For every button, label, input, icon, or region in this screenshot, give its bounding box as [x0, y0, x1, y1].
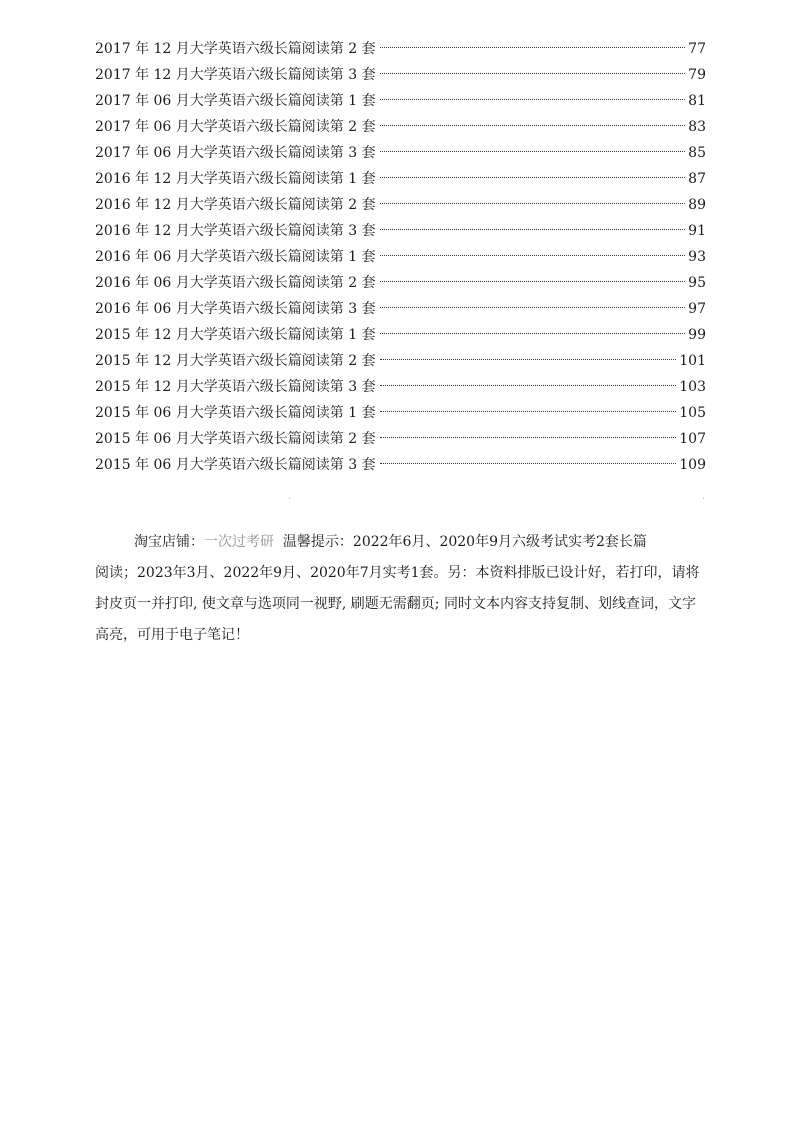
- toc-dot-leader: [380, 333, 686, 334]
- toc-entry-title: 2017 年 06 月大学英语六级长篇阅读第 3 套: [95, 145, 376, 161]
- toc-entry-title: 2015 年 06 月大学英语六级长篇阅读第 3 套: [95, 457, 376, 473]
- shop-label: 淘宝店铺：: [134, 534, 204, 550]
- toc-entry[interactable]: [95, 270, 706, 296]
- toc-dot-leader: [380, 463, 677, 464]
- toc-entry[interactable]: [95, 244, 706, 270]
- toc-dot-leader: [380, 151, 686, 152]
- toc-entry-page-number: 85: [688, 145, 706, 161]
- toc-entry[interactable]: [95, 192, 706, 218]
- toc-entry-title: 2017 年 12 月大学英语六级长篇阅读第 3 套: [95, 67, 376, 83]
- toc-entry-title: 2017 年 12 月大学英语六级长篇阅读第 2 套: [95, 41, 376, 57]
- toc-dot-leader: [380, 47, 686, 48]
- toc-dot-leader: [380, 177, 686, 178]
- toc-entry-title: 2017 年 06 月大学英语六级长篇阅读第 2 套: [95, 119, 376, 135]
- toc-dot-leader: [380, 229, 686, 230]
- toc-entry[interactable]: [95, 140, 706, 166]
- toc-dot-leader: [380, 125, 686, 126]
- toc-entry-title: 2015 年 06 月大学英语六级长篇阅读第 1 套: [95, 405, 376, 421]
- toc-entry-page-number: 109: [679, 457, 706, 473]
- toc-entry-title: 2016 年 06 月大学英语六级长篇阅读第 3 套: [95, 301, 376, 317]
- toc-entry-title: 2016 年 12 月大学英语六级长篇阅读第 1 套: [95, 171, 376, 187]
- toc-entry-page-number: 93: [688, 249, 706, 265]
- toc-entry-page-number: 77: [688, 41, 706, 57]
- toc-entry-title: 2016 年 06 月大学英语六级长篇阅读第 2 套: [95, 275, 376, 291]
- toc-entry-title: 2016 年 12 月大学英语六级长篇阅读第 2 套: [95, 197, 376, 213]
- toc-dot-leader: [380, 99, 686, 100]
- toc-entry-page-number: 81: [688, 93, 706, 109]
- toc-entry-title: 2016 年 12 月大学英语六级长篇阅读第 3 套: [95, 223, 376, 239]
- toc-dot-leader: [380, 73, 686, 74]
- toc-entry-page-number: 107: [679, 431, 706, 447]
- notice-continued-text: 阅读；2023年3月、2022年9月、2020年7月实考1套。另：本资料排版已设计好，若打印，请将封皮页一并打印, 使文章与选项同一视野, 刷题无需翻页; 同时文本内容支持复制、划线查词，文字高亮，可用于电子笔记！: [95, 565, 700, 643]
- toc-dot-leader: [380, 307, 686, 308]
- toc-entry[interactable]: [95, 62, 706, 88]
- toc-entry-page-number: 83: [688, 119, 706, 135]
- notice-paragraph: [95, 527, 706, 651]
- toc-entry-page-number: 103: [679, 379, 706, 395]
- toc-entry-title: 2015 年 12 月大学英语六级长篇阅读第 2 套: [95, 353, 376, 369]
- toc-entry-page-number: 95: [688, 275, 706, 291]
- toc-entry[interactable]: [95, 322, 706, 348]
- toc-entry-page-number: 79: [688, 67, 706, 83]
- toc-entry[interactable]: [95, 348, 706, 374]
- toc-entry-title: 2015 年 12 月大学英语六级长篇阅读第 1 套: [95, 327, 376, 343]
- toc-entry[interactable]: [95, 218, 706, 244]
- shop-name: 一次过考研: [204, 534, 274, 550]
- toc-entry-page-number: 91: [688, 223, 706, 239]
- toc-entry-page-number: 99: [688, 327, 706, 343]
- toc-entry[interactable]: [95, 296, 706, 322]
- toc-entry[interactable]: [95, 374, 706, 400]
- toc-entry-title: 2015 年 12 月大学英语六级长篇阅读第 3 套: [95, 379, 376, 395]
- notice-line-1: 温馨提示：2022年6月、2020年9月六级考试实考2套长篇: [282, 534, 647, 550]
- toc-entry-title: 2017 年 06 月大学英语六级长篇阅读第 1 套: [95, 93, 376, 109]
- toc-entry[interactable]: [95, 166, 706, 192]
- toc-entry-page-number: 105: [679, 405, 706, 421]
- toc-dot-leader: [380, 385, 677, 386]
- toc-entry[interactable]: [95, 452, 706, 478]
- toc-dot-leader: [380, 437, 677, 438]
- table-of-contents: [95, 36, 706, 478]
- toc-entry-page-number: 97: [688, 301, 706, 317]
- stray-mark-left: ·: [288, 494, 292, 505]
- toc-entry-title: 2015 年 06 月大学英语六级长篇阅读第 2 套: [95, 431, 376, 447]
- toc-entry-page-number: 101: [679, 353, 706, 369]
- toc-entry[interactable]: [95, 400, 706, 426]
- toc-entry[interactable]: [95, 426, 706, 452]
- toc-dot-leader: [380, 281, 686, 282]
- toc-dot-leader: [380, 255, 686, 256]
- toc-dot-leader: [380, 203, 686, 204]
- toc-entry-page-number: 89: [688, 197, 706, 213]
- toc-dot-leader: [380, 359, 677, 360]
- toc-entry-title: 2016 年 06 月大学英语六级长篇阅读第 1 套: [95, 249, 376, 265]
- stray-mark-right: ·: [702, 494, 706, 505]
- toc-entry[interactable]: [95, 114, 706, 140]
- toc-entry[interactable]: [95, 36, 706, 62]
- toc-entry[interactable]: [95, 88, 706, 114]
- toc-dot-leader: [380, 411, 677, 412]
- toc-entry-page-number: 87: [688, 171, 706, 187]
